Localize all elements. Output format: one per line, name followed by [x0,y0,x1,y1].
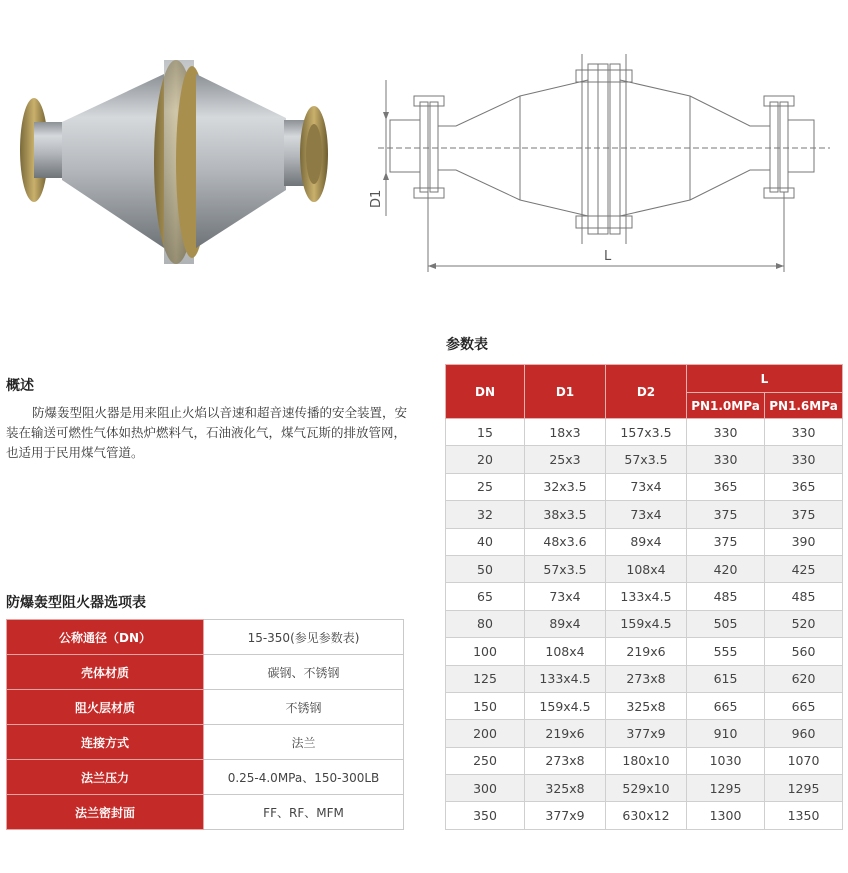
params-row [446,638,843,665]
params-cell: 133x4.5 [606,583,687,610]
dimension-drawing [360,40,838,280]
params-cell: 1295 [687,775,765,802]
col-d2: D2 [606,365,687,419]
params-row [446,446,843,473]
params-cell: 325x8 [525,775,606,802]
params-cell: 65 [446,583,525,610]
params-cell: 32 [446,501,525,528]
params-cell: 80 [446,610,525,637]
params-cell: 505 [687,610,765,637]
options-row [7,690,404,725]
options-row [7,760,404,795]
params-cell: 50 [446,555,525,582]
params-cell: 200 [446,720,525,747]
params-cell: 18x3 [525,419,606,446]
params-cell: 159x4.5 [606,610,687,637]
option-label: 法兰压力 [7,760,204,795]
params-cell: 20 [446,446,525,473]
options-table [6,619,404,830]
params-cell: 108x4 [525,638,606,665]
params-cell: 125 [446,665,525,692]
params-cell: 273x8 [606,665,687,692]
params-cell: 57x3.5 [606,446,687,473]
params-cell: 325x8 [606,692,687,719]
params-cell: 150 [446,692,525,719]
params-row [446,775,843,802]
params-row [446,473,843,500]
params-cell: 375 [765,501,843,528]
params-row [446,802,843,829]
params-cell: 1300 [687,802,765,829]
params-row [446,555,843,582]
params-cell: 219x6 [525,720,606,747]
params-cell: 1350 [765,802,843,829]
option-value: 法兰 [204,725,404,760]
params-row [446,720,843,747]
options-row [7,795,404,830]
params-cell: 1070 [765,747,843,774]
params-cell: 330 [765,446,843,473]
params-cell: 73x4 [606,501,687,528]
option-value: 15-350(参见参数表) [204,620,404,655]
option-value: 不锈钢 [204,690,404,725]
params-cell: 615 [687,665,765,692]
params-cell: 73x4 [525,583,606,610]
options-row [7,725,404,760]
params-table [445,364,843,830]
params-cell: 25x3 [525,446,606,473]
dim-d1-label: D1 [369,189,384,208]
col-l: L [687,365,843,393]
option-value: 0.25-4.0MPa、150-300LB [204,760,404,795]
params-cell: 300 [446,775,525,802]
option-label: 法兰密封面 [7,795,204,830]
params-cell: 665 [765,692,843,719]
params-cell: 57x3.5 [525,555,606,582]
options-row [7,655,404,690]
params-row [446,528,843,555]
col-dn: DN [446,365,525,419]
params-cell: 620 [765,665,843,692]
params-cell: 159x4.5 [525,692,606,719]
params-cell: 665 [687,692,765,719]
params-cell: 555 [687,638,765,665]
options-heading: 防爆轰型阻火器选项表 [6,595,146,611]
col-d1: D1 [525,365,606,419]
params-cell: 100 [446,638,525,665]
params-row [446,583,843,610]
params-cell: 273x8 [525,747,606,774]
params-cell: 375 [687,528,765,555]
params-cell: 219x6 [606,638,687,665]
overview-text: 防爆轰型阻火器是用来阻止火焰以音速和超音速传播的安全装置，安装在输送可燃性气体如热炉燃料气，石油液化气，煤气瓦斯的排放管网，也适用于民用煤气管道。 [6,405,408,460]
params-cell: 485 [687,583,765,610]
params-cell: 25 [446,473,525,500]
option-value: FF、RF、MFM [204,795,404,830]
params-row [446,665,843,692]
params-cell: 390 [765,528,843,555]
params-heading: 参数表 [446,337,488,353]
params-cell: 377x9 [525,802,606,829]
params-cell: 630x12 [606,802,687,829]
params-cell: 529x10 [606,775,687,802]
params-cell: 48x3.6 [525,528,606,555]
option-label: 公称通径（DN） [7,620,204,655]
params-cell: 330 [765,419,843,446]
params-cell: 73x4 [606,473,687,500]
params-cell: 157x3.5 [606,419,687,446]
params-cell: 108x4 [606,555,687,582]
params-cell: 420 [687,555,765,582]
params-cell: 38x3.5 [525,501,606,528]
params-cell: 32x3.5 [525,473,606,500]
params-cell: 350 [446,802,525,829]
params-cell: 377x9 [606,720,687,747]
params-cell: 180x10 [606,747,687,774]
col-pn10: PN1.0MPa [687,393,765,419]
option-label: 连接方式 [7,725,204,760]
options-row [7,620,404,655]
option-label: 壳体材质 [7,655,204,690]
params-cell: 520 [765,610,843,637]
params-cell: 560 [765,638,843,665]
flame-arrester-photo [14,52,334,274]
params-cell: 40 [446,528,525,555]
params-cell: 960 [765,720,843,747]
params-cell: 485 [765,583,843,610]
params-row [446,501,843,528]
params-row [446,692,843,719]
params-cell: 89x4 [525,610,606,637]
params-cell: 1030 [687,747,765,774]
option-value: 碳钢、不锈钢 [204,655,404,690]
params-cell: 89x4 [606,528,687,555]
col-pn16: PN1.6MPa [765,393,843,419]
params-cell: 330 [687,446,765,473]
params-row [446,419,843,446]
params-cell: 375 [687,501,765,528]
params-cell: 365 [765,473,843,500]
params-cell: 250 [446,747,525,774]
overview-heading: 概述 [6,378,34,394]
params-cell: 15 [446,419,525,446]
params-cell: 425 [765,555,843,582]
dim-l-label: L [604,249,612,264]
params-cell: 1295 [765,775,843,802]
option-label: 阻火层材质 [7,690,204,725]
params-cell: 365 [687,473,765,500]
params-cell: 133x4.5 [525,665,606,692]
params-row [446,747,843,774]
params-cell: 330 [687,419,765,446]
params-cell: 910 [687,720,765,747]
params-row [446,610,843,637]
